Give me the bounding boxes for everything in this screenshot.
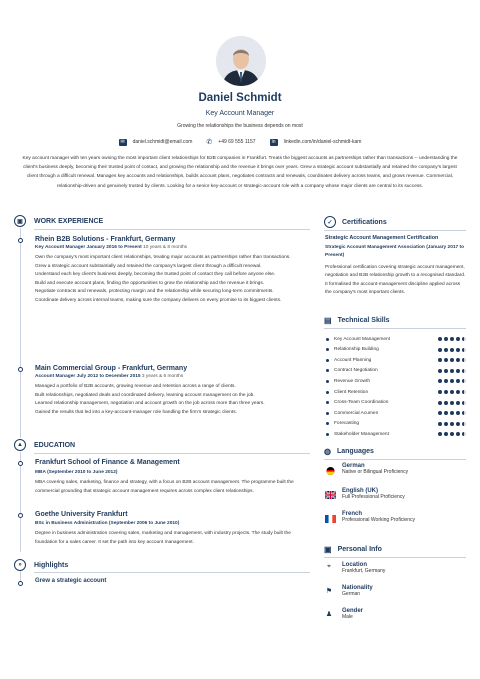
tagline: Growing the relationships the business depends on most bbox=[177, 123, 303, 129]
chevrons-icon: » bbox=[14, 559, 26, 571]
skill-row bbox=[326, 408, 466, 418]
timeline-line bbox=[20, 452, 21, 552]
rating-dot bbox=[450, 401, 454, 405]
rating-dot bbox=[444, 369, 448, 373]
degree: MBA (September 2010 to June 2012) bbox=[35, 470, 118, 475]
rating-dot bbox=[438, 358, 442, 362]
section-title: Languages bbox=[336, 448, 374, 455]
skill-label: Relationship Building bbox=[334, 347, 379, 353]
skill-label: Cross-Team Coordination bbox=[334, 400, 389, 406]
skill-row bbox=[326, 387, 466, 397]
contact-bar bbox=[0, 138, 480, 146]
rating-dot bbox=[456, 390, 460, 394]
role-dates-text: Key Account Manager January 2016 to Present bbox=[35, 245, 142, 250]
section-divider bbox=[34, 229, 310, 230]
rating-dot bbox=[462, 432, 466, 436]
rating-dot bbox=[444, 401, 448, 405]
germany-flag-icon bbox=[325, 467, 336, 475]
rating-dot bbox=[456, 411, 460, 415]
rating-dot bbox=[450, 358, 454, 362]
id-card-icon: ▣ bbox=[324, 545, 332, 554]
person-icon: ♟ bbox=[325, 611, 333, 618]
linkedin-text: linkedin.com/in/daniel-schmidt-kam bbox=[283, 139, 362, 145]
rating-dot bbox=[444, 348, 448, 352]
rating-dot bbox=[438, 422, 442, 426]
skill-rating bbox=[438, 422, 466, 426]
language-level: Professional Working Proficiency bbox=[342, 517, 415, 523]
job-bullets bbox=[35, 383, 300, 417]
cert-issuer bbox=[325, 244, 467, 260]
section-title: Highlights bbox=[34, 561, 69, 569]
role-dates-text: Account Manager July 2012 to December 2015 bbox=[35, 374, 141, 379]
bullet-icon bbox=[326, 391, 329, 394]
job-company: Main Commercial Group - Frankfurt, Germany bbox=[35, 365, 188, 372]
language-item bbox=[342, 463, 408, 475]
email-text: daniel.schmidt@email.com bbox=[132, 139, 193, 145]
language-name: German bbox=[342, 463, 365, 469]
list-item: Own the company's most important client relationships, treating major accounts as partnerships rather than transactions. bbox=[35, 255, 291, 260]
list-item: Build and execute account plans, finding the opportunities to grow the relationship and the revenue it brings. bbox=[35, 280, 265, 286]
timeline-dot bbox=[18, 581, 23, 586]
rating-dot bbox=[444, 422, 448, 426]
rating-dot bbox=[456, 348, 460, 352]
rating-dot bbox=[438, 411, 442, 415]
bullet-icon bbox=[326, 348, 329, 351]
skill-row bbox=[326, 376, 466, 386]
personal-item-location bbox=[342, 562, 385, 574]
section-divider bbox=[324, 459, 466, 460]
skill-label: Forecasting bbox=[334, 421, 360, 427]
personal-info-heading bbox=[324, 545, 382, 554]
skill-rating bbox=[438, 379, 466, 383]
bullet-icon bbox=[326, 369, 329, 372]
globe-icon: ◍ bbox=[324, 447, 331, 456]
rating-dot bbox=[438, 348, 442, 352]
phone-text: +49 69 555 1157 bbox=[218, 139, 256, 145]
skill-rating bbox=[438, 411, 466, 415]
contact-phone[interactable] bbox=[206, 138, 255, 146]
skill-label: Account Planning bbox=[334, 357, 372, 363]
skill-row bbox=[326, 345, 466, 355]
skill-label: Contract Negotiation bbox=[334, 368, 378, 374]
personal-value: German bbox=[342, 591, 361, 597]
rating-dot bbox=[444, 390, 448, 394]
bullet-icon bbox=[326, 401, 329, 404]
job-company: Rhein B2B Solutions - Frankfurt, Germany bbox=[35, 236, 176, 243]
skill-rating bbox=[438, 390, 466, 394]
personal-label: Location bbox=[342, 562, 367, 568]
rating-dot bbox=[456, 422, 460, 426]
rating-dot bbox=[462, 369, 466, 373]
briefcase-icon: ▣ bbox=[14, 215, 26, 227]
rating-dot bbox=[444, 432, 448, 436]
section-divider bbox=[324, 557, 466, 558]
list-item: Managed a portfolio of B2B accounts, growing revenue and retention across a range of clients. bbox=[35, 384, 236, 389]
rating-dot bbox=[456, 432, 460, 436]
school-name: Goethe University Frankfurt bbox=[35, 511, 128, 518]
rating-dot bbox=[456, 379, 460, 383]
rating-dot bbox=[438, 369, 442, 373]
rating-dot bbox=[450, 390, 454, 394]
rating-dot bbox=[456, 369, 460, 373]
rating-dot bbox=[462, 390, 466, 394]
skills-heading bbox=[324, 316, 390, 325]
language-level: Native or Bilingual Proficiency bbox=[342, 469, 409, 475]
phone-icon: ✆ bbox=[206, 139, 213, 146]
timeline-dot bbox=[18, 367, 23, 372]
highlights-heading bbox=[14, 559, 68, 571]
list-item: Negotiate contracts and renewals, protecting margin and the relationship while securing long-term commitments. bbox=[35, 289, 274, 295]
rating-dot bbox=[438, 390, 442, 394]
list-item: Built relationships, negotiated deals and coordinated delivery, learning account management on the job. bbox=[35, 392, 255, 398]
list-item: Grew a strategic account substantially and retained the company's largest client through a difficult renewal. bbox=[35, 263, 262, 269]
section-title: WORK EXPERIENCE bbox=[34, 217, 104, 225]
job-role-dates bbox=[35, 245, 187, 250]
skill-rating bbox=[438, 358, 466, 362]
degree: BSc in Business Administration (September 2006 to June 2010) bbox=[35, 521, 180, 526]
contact-email[interactable] bbox=[119, 138, 193, 146]
skill-rating bbox=[438, 348, 466, 352]
list-item: Gained the results that led into a key-account-manager role handling the firm's strategic clients. bbox=[35, 409, 237, 415]
job-duration: 10 years & 8 months bbox=[143, 245, 188, 250]
timeline-line bbox=[20, 228, 21, 438]
timeline-dot bbox=[18, 513, 23, 518]
skill-row bbox=[326, 334, 466, 344]
section-title: Technical Skills bbox=[337, 317, 390, 324]
rating-dot bbox=[450, 379, 454, 383]
rating-dot bbox=[438, 432, 442, 436]
professional-summary: Key account manager with ten years owning the most important client relationships for B2B companies in Frankfurt. Treats the biggest accounts as partnerships rather than transactions -- understanding the client's business deeply, becoming their trusted point of contact, and growing the relationship and the revenue it brings over years. Grew a strategic account substantially and retained the company's largest client through a difficult renewal. Manages key accounts and relationships, builds account plans, negotiates contracts and renewals, coordinates delivery across teams, and grows revenue. Commercial, relationship-driven and genuinely trusted by clients. Looking for a senior key-account or strategic-account role with a company whose major clients are central to its success. bbox=[22, 156, 458, 189]
education-heading bbox=[14, 439, 75, 451]
rating-dot bbox=[450, 337, 454, 341]
job-duration: 3 years & 6 months bbox=[141, 374, 184, 379]
job-bullets bbox=[35, 254, 300, 306]
skill-rating bbox=[438, 432, 466, 436]
skill-rating bbox=[438, 369, 466, 373]
rating-dot bbox=[444, 379, 448, 383]
section-divider bbox=[34, 453, 310, 454]
personal-label: Gender bbox=[342, 608, 364, 614]
person-name: Daniel Schmidt bbox=[198, 92, 282, 104]
job-title: Key Account Manager bbox=[205, 110, 275, 117]
timeline-dot bbox=[18, 461, 23, 466]
rating-dot bbox=[450, 422, 454, 426]
skill-label: Stakeholder Management bbox=[334, 431, 389, 437]
rating-dot bbox=[444, 337, 448, 341]
rating-dot bbox=[444, 358, 448, 362]
location-pin-icon: ⌖ bbox=[327, 563, 331, 570]
skill-row bbox=[326, 398, 466, 408]
rating-dot bbox=[450, 369, 454, 373]
list-item: Learned relationship management, negotiation and account growth on the job across more than three years. bbox=[35, 401, 265, 407]
rating-dot bbox=[438, 401, 442, 405]
list-item: Coordinate delivery across internal teams, making sure the company delivers on every promise to its biggest clients. bbox=[35, 297, 282, 303]
personal-value: Male bbox=[342, 614, 353, 620]
uk-flag-icon bbox=[325, 491, 336, 499]
education-text: Degree in business administration covering sales, marketing and management, with industry projects. The study built the foundation for a sales career. It set the path into key account management. bbox=[35, 531, 291, 545]
cert-issuer-text: Strategic Account Management Association (January 2017 to Present) bbox=[325, 245, 465, 258]
email-icon: ✉ bbox=[120, 138, 125, 145]
rating-dot bbox=[444, 411, 448, 415]
skill-row bbox=[326, 419, 466, 429]
rating-dot bbox=[456, 358, 460, 362]
skill-row bbox=[326, 429, 466, 439]
rating-dot bbox=[462, 379, 466, 383]
languages-heading bbox=[324, 447, 374, 456]
bullet-icon bbox=[326, 359, 329, 362]
skill-label: Revenue Growth bbox=[334, 378, 370, 384]
section-title: EDUCATION bbox=[34, 441, 76, 449]
rating-dot bbox=[438, 337, 442, 341]
france-flag-icon bbox=[325, 515, 336, 523]
language-name: French bbox=[342, 511, 363, 517]
skill-row bbox=[326, 366, 466, 376]
section-divider bbox=[324, 328, 466, 329]
list-item: Understand each key client's business deeply, becoming the trusted point of contact they call before anyone else. bbox=[35, 272, 276, 278]
bullet-icon bbox=[326, 422, 329, 425]
section-divider bbox=[324, 230, 466, 231]
graduation-cap-icon: ▲ bbox=[14, 439, 26, 451]
rating-dot bbox=[462, 422, 466, 426]
personal-item-gender bbox=[342, 608, 363, 620]
bullet-icon bbox=[326, 433, 329, 436]
section-title: Personal Info bbox=[337, 546, 382, 553]
skill-rating bbox=[438, 401, 466, 405]
rating-dot bbox=[462, 401, 466, 405]
skill-label: Client Retention bbox=[334, 389, 369, 395]
rating-dot bbox=[450, 411, 454, 415]
rating-dot bbox=[450, 348, 454, 352]
rating-dot bbox=[462, 348, 466, 352]
flag-icon: ⚑ bbox=[325, 588, 333, 595]
rating-dot bbox=[462, 337, 466, 341]
language-level: Full Professional Proficiency bbox=[342, 494, 405, 500]
language-item bbox=[342, 511, 415, 523]
certifications-heading bbox=[324, 216, 387, 228]
skill-rating bbox=[438, 337, 466, 341]
rating-dot bbox=[438, 379, 442, 383]
highlight-item: Grew a strategic account bbox=[35, 578, 107, 584]
section-divider bbox=[34, 572, 310, 573]
profile-photo bbox=[216, 36, 266, 86]
section-title: Certifications bbox=[342, 218, 387, 226]
bullet-icon bbox=[326, 380, 329, 383]
language-item bbox=[342, 488, 405, 500]
bullet-icon bbox=[326, 338, 329, 341]
contact-linkedin[interactable] bbox=[270, 138, 362, 146]
skill-row bbox=[326, 355, 466, 365]
personal-label: Nationality bbox=[342, 585, 373, 591]
timeline-dot bbox=[18, 238, 23, 243]
bullet-icon bbox=[326, 412, 329, 415]
cert-description: Professional certification covering strategic account management, negotiation and B2B relationship growth to a recognised standard. It formalised the account-management discipline applied across the company's most important clients. bbox=[325, 265, 466, 295]
rating-dot bbox=[456, 337, 460, 341]
rating-dot bbox=[462, 358, 466, 362]
job-role-dates bbox=[35, 374, 183, 379]
skill-label: Commercial Acumen bbox=[334, 410, 379, 416]
language-name: English (UK) bbox=[342, 488, 378, 494]
rating-dot bbox=[462, 411, 466, 415]
skill-label: Key Account Management bbox=[334, 336, 390, 342]
toolbox-icon: ▤ bbox=[324, 316, 332, 325]
personal-value: Frankfurt, Germany bbox=[342, 568, 386, 574]
work-experience-heading bbox=[14, 215, 103, 227]
cert-name: Strategic Account Management Certification bbox=[325, 235, 439, 241]
school-name: Frankfurt School of Finance & Management bbox=[35, 459, 180, 466]
rating-dot bbox=[456, 401, 460, 405]
badge-icon: ✓ bbox=[324, 216, 336, 228]
education-text: MBA covering sales, marketing, finance and strategy, with a focus on B2B account management. The programme built the commercial grounding that strategic account management requires across complex client relationships. bbox=[35, 480, 294, 494]
linkedin-icon: in bbox=[270, 139, 278, 146]
personal-item-nationality bbox=[342, 585, 373, 597]
rating-dot bbox=[450, 432, 454, 436]
